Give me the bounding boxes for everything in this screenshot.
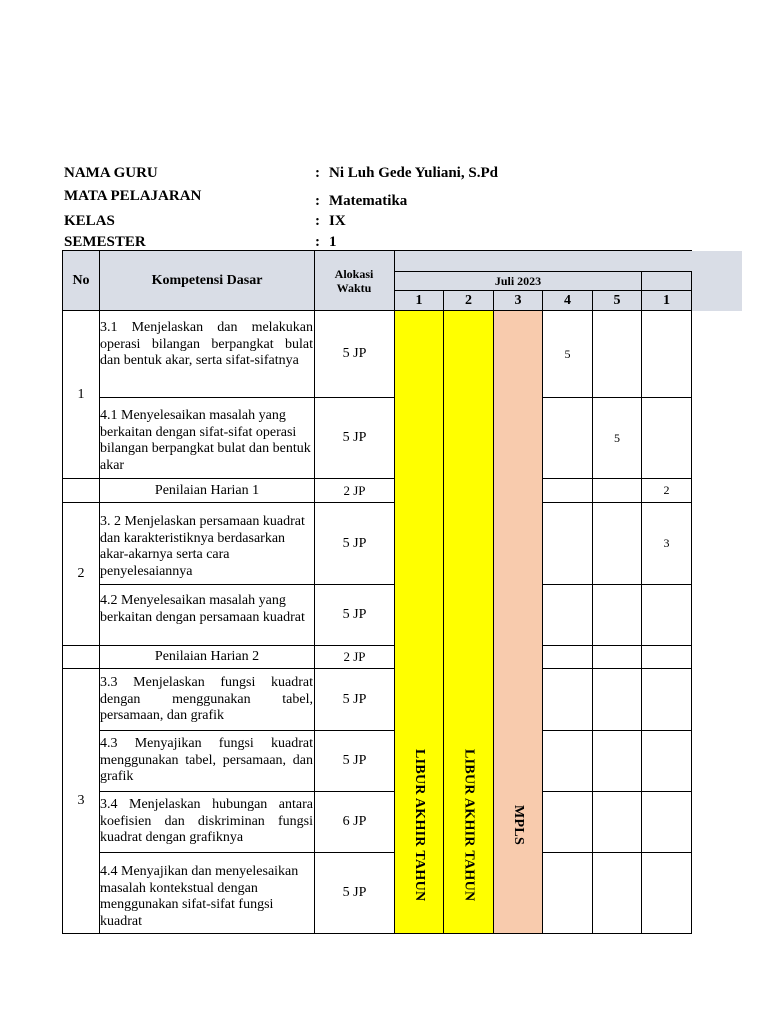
week-header: 3 (514, 292, 522, 308)
kd-text: 3.3 Menjelaskan fungsi kuadrat dengan menggunakan tabel, persamaan, dan grafik (100, 675, 313, 723)
week-header: 5 (613, 292, 621, 308)
week-header: 4 (564, 292, 571, 308)
time-value: 5 JP (342, 346, 367, 361)
week-value: 2 (663, 483, 670, 497)
grid-line (641, 271, 642, 934)
class-value: IX (329, 213, 346, 229)
time-value: 2 JP (343, 649, 366, 664)
week-header: 1 (663, 292, 670, 308)
row-number: 3 (77, 793, 85, 808)
col-time-header: Alokasi Waktu (334, 267, 374, 295)
time-value: 5 JP (342, 753, 367, 768)
grid-line (542, 730, 692, 731)
time-value: 5 JP (342, 430, 367, 445)
teacher-name: Ni Luh Gede Yuliani, S.Pd (329, 165, 498, 181)
time-value: 5 JP (342, 691, 367, 707)
row-number: 1 (77, 386, 85, 402)
teacher-colon: : (315, 165, 320, 181)
col-no-header: No (72, 272, 90, 288)
week-value: 3 (663, 536, 670, 550)
mpls-label-text: MPLS (511, 804, 526, 846)
kd-text: 3.4 Menjelaskan hubungan antara koefisien dan diskriminan fungsi kuadrat dengan grafiknya (100, 797, 313, 845)
grid-line (542, 791, 692, 792)
holiday-label-2 (444, 730, 493, 920)
grid-line (592, 290, 593, 934)
assessment-label: Penilaian Harian 1 (154, 482, 260, 498)
assessment-label: Penilaian Harian 2 (154, 649, 260, 664)
grid-line (542, 668, 692, 669)
grid-line (542, 852, 692, 853)
kd-text: 3. 2 Menjelaskan persamaan kuadrat dan karakteristiknya berdasarkan akar-akarnya serta cara penyelesaiannya (100, 514, 305, 579)
semester-colon: : (315, 234, 320, 250)
time-value: 2 JP (343, 482, 366, 498)
kd-text: 4.4 Menyajikan dan menyelesaikan masalah kontekstual dengan menggunakan sifat-sifat fungsi kuadrat (100, 864, 299, 929)
kd-text: 4.1 Menyelesaikan masalah yang berkaitan dengan sifat-sifat operasi bilangan berpangkat bulat dan bentuk akar (100, 408, 311, 473)
time-value: 6 JP (342, 814, 367, 829)
week-header: 1 (415, 292, 423, 308)
semester-value: 1 (329, 234, 337, 250)
time-value: 5 JP (342, 607, 367, 622)
kd-text: 4.2 Menyelesaikan masalah yang berkaitan dengan persamaan kuadrat (100, 593, 305, 625)
holiday-label-text: LIBUR AKHIR TAHUN (461, 748, 477, 902)
grid-line (542, 584, 692, 585)
holiday-label-text: LIBUR AKHIR TAHUN (412, 748, 427, 902)
teacher-label: NAMA GURU (64, 165, 158, 181)
kd-text: 4.3 Menyajikan fungsi kuadrat menggunakan tabel, persamaan, dan grafik (100, 736, 313, 784)
subject-label: MATA PELAJARAN (64, 188, 202, 204)
grid-line (691, 271, 692, 934)
mpls-label (494, 790, 542, 860)
time-value: 5 JP (342, 535, 367, 551)
subject-colon: : (315, 193, 320, 209)
subject-value: Matematika (329, 193, 408, 209)
time-value: 5 JP (342, 885, 367, 900)
grid-line (62, 933, 692, 934)
week-value: 5 (614, 430, 620, 445)
holiday-label-1 (395, 730, 443, 920)
week-value: 5 (564, 346, 571, 361)
kd-text: 3.1 Menjelaskan dan melakukan operasi bilangan berpangkat bulat dan bentuk akar, serta sifat-sifatnya (100, 320, 313, 368)
col-kd-header: Kompetensi Dasar (151, 272, 263, 288)
semester-label: SEMESTER (64, 234, 146, 250)
week-header: 2 (465, 292, 472, 308)
row-number: 2 (77, 566, 85, 581)
class-label: KELAS (64, 213, 115, 229)
class-colon: : (315, 213, 320, 229)
grid-line (542, 645, 692, 646)
month-header: Juli 2023 (494, 273, 542, 288)
